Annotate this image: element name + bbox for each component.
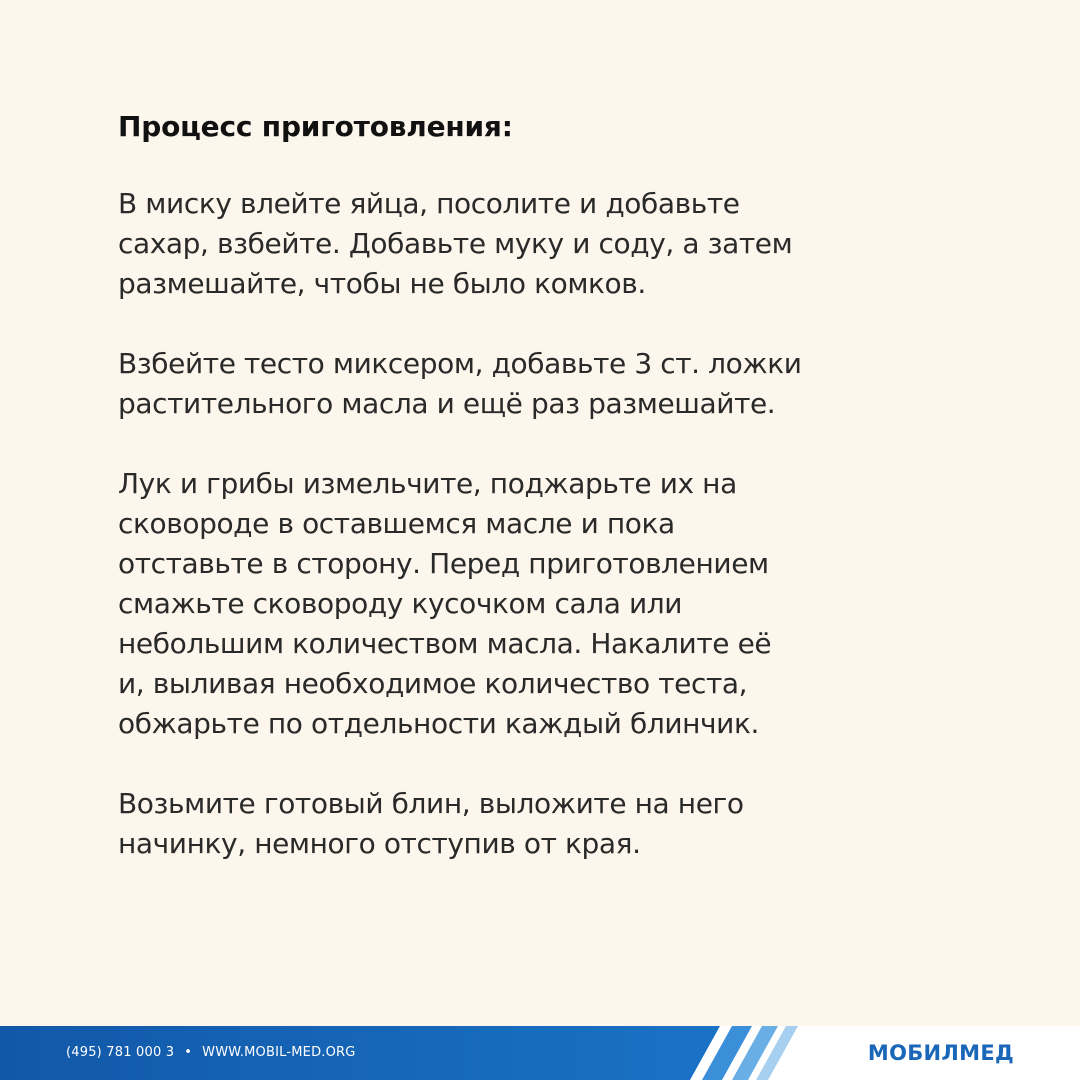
recipe-step-2: Взбейте тесто миксером, добавьте 3 ст. ложки растительного масла и ещё раз размешайте. [118, 347, 802, 420]
footer-phone[interactable]: (495) 781 000 3 [66, 1045, 175, 1060]
recipe-step-4: Возьмите готовый блин, выложите на него начинку, немного отступив от края. [118, 787, 744, 860]
recipe-content [118, 104, 998, 904]
recipe-step-3: Лук и грибы измельчите, поджарьте их на сковороде в оставшемся масле и пока отставьте в сторону. Перед приготовлением смажьте сковороду кусочком сала или небольшим количеством масла. Накалите её и, выливая необходимое количество теста, обжарьте по отдельности каждый блинчик. [118, 467, 772, 740]
brand-logo: МОБИЛМЕД [867, 1041, 1014, 1065]
footer-separator: • [184, 1045, 193, 1060]
footer-website-link[interactable]: WWW.MOBIL-MED.ORG [202, 1045, 356, 1060]
footer-contacts [66, 1026, 356, 1080]
recipe-heading: Процесс приготовления: [118, 110, 513, 143]
footer-bar [0, 1026, 1080, 1080]
recipe-step-1: В миску влейте яйца, посолите и добавьте сахар, взбейте. Добавьте муку и соду, а затем размешайте, чтобы не было комков. [118, 187, 793, 300]
